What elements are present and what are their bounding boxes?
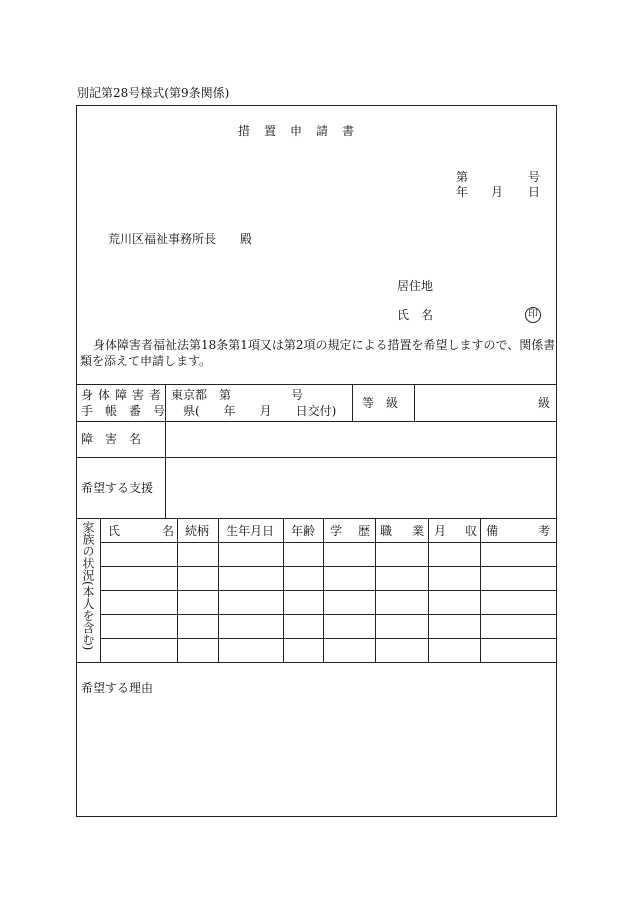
header-note-a: 備 xyxy=(486,524,499,538)
handbook-number-suffix: 号 xyxy=(291,388,304,402)
name-label: 氏 名 xyxy=(397,308,434,322)
date-year: 年 xyxy=(456,185,469,199)
disability-label: 障 害 名 xyxy=(81,432,142,446)
header-birthdate: 生年月日 xyxy=(226,524,275,538)
rule-col-relation xyxy=(177,518,178,662)
date-month: 月 xyxy=(491,185,504,199)
header-job-a: 職 xyxy=(380,524,393,538)
rule-handbook-bottom xyxy=(76,421,557,422)
header-age: 年齢 xyxy=(291,524,316,538)
addressee: 荒川区福祉事務所長 殿 xyxy=(108,232,253,246)
doc-number-prefix: 第 xyxy=(456,170,469,184)
rule-family-bottom xyxy=(76,662,557,663)
rule-grade-right xyxy=(414,384,415,421)
rule-col-age xyxy=(283,518,284,662)
body-text-line1: 身体障害者福祉法第18条第1項又は第2項の規定による措置を希望しますので、関係書 xyxy=(93,338,556,352)
rule-family-side xyxy=(100,518,101,662)
header-name-a: 氏 xyxy=(108,524,121,538)
header-job-b: 業 xyxy=(412,524,425,538)
reason-label: 希望する理由 xyxy=(81,681,154,695)
rule-col-birthdate xyxy=(218,518,219,662)
header-income-b: 収 xyxy=(465,524,478,538)
header-education-b: 歴 xyxy=(358,524,371,538)
handbook-label-line2: 手帳番号 xyxy=(81,404,178,418)
form-frame xyxy=(76,105,557,817)
rule-handbook-top xyxy=(76,384,557,385)
seal-mark: 印 xyxy=(525,307,541,323)
grade-unit: 級 xyxy=(538,396,551,410)
rule-family-row3 xyxy=(100,614,557,615)
address-label: 居住地 xyxy=(397,279,434,293)
family-side-label: 家族の状況(本人を含む) xyxy=(81,521,95,651)
rule-disability-bottom xyxy=(76,457,557,458)
header-name-b: 名 xyxy=(162,524,175,538)
support-label: 希望する支援 xyxy=(81,481,154,495)
header-note-b: 考 xyxy=(538,524,551,538)
page-title: 措 置 申 請 書 xyxy=(238,124,356,138)
rule-family-row2 xyxy=(100,590,557,591)
handbook-issuer-line1: 東京都 第 xyxy=(171,388,232,402)
rule-family-row4 xyxy=(100,638,557,639)
rule-grade-left xyxy=(352,384,353,421)
handbook-issuer-line2: 県( 年 月 日交付) xyxy=(183,404,337,418)
doc-number-suffix: 号 xyxy=(528,170,541,184)
handbook-label-line1: 身体障害者 xyxy=(81,388,167,402)
header-income-a: 月 xyxy=(434,524,447,538)
rule-family-header xyxy=(100,542,557,543)
rule-col-income xyxy=(428,518,429,662)
rule-col-education xyxy=(323,518,324,662)
rule-support-bottom xyxy=(76,518,557,519)
rule-family-row1 xyxy=(100,566,557,567)
rule-col-note xyxy=(480,518,481,662)
date-day: 日 xyxy=(528,185,541,199)
header-education-a: 学 xyxy=(330,524,343,538)
body-text-line2: 類を添えて申請します。 xyxy=(80,354,212,368)
form-reference: 別記第28号様式(第9条関係) xyxy=(77,86,230,100)
rule-col-job xyxy=(375,518,376,662)
header-relation: 続柄 xyxy=(185,524,210,538)
grade-label: 等 級 xyxy=(362,396,399,410)
